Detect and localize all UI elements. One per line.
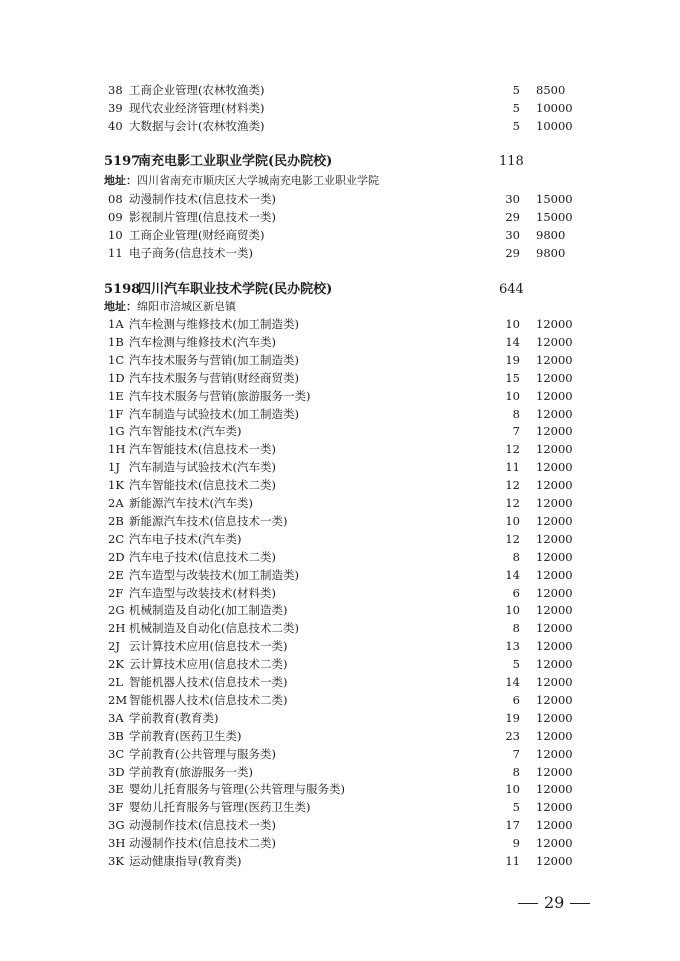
program-name: 汽车造型与改装技术(加工制造类) (129, 567, 299, 582)
tuition-fee: 12000 (536, 334, 573, 349)
program-name: 汽车技术服务与营销(旅游服务一类) (129, 388, 311, 403)
tuition-fee: 12000 (536, 603, 573, 618)
program-name: 学前教育(教育类) (129, 710, 219, 725)
table-row (0, 798, 680, 816)
program-name: 新能源汽车技术(汽车类) (129, 496, 253, 510)
table-row (0, 81, 680, 99)
table-row (0, 99, 680, 117)
program-code: 2J (108, 639, 120, 654)
table-row (0, 422, 680, 440)
enrollment-count: 8 (512, 621, 520, 636)
table-row (0, 494, 680, 512)
tuition-fee: 12000 (536, 549, 573, 564)
program-name: 机械制造及自动化(加工制造类) (129, 603, 288, 618)
program-code: 1H (108, 442, 126, 457)
program-code: 1C (108, 352, 125, 367)
program-name: 新能源汽车技术(信息技术一类) (129, 513, 288, 528)
enrollment-count: 5 (512, 657, 520, 672)
enrollment-count: 19 (505, 710, 520, 725)
program-name: 汽车智能技术(信息技术一类) (129, 442, 276, 457)
school-total: 644 (499, 282, 524, 297)
table-row (0, 226, 680, 244)
tuition-fee: 12000 (536, 692, 573, 707)
tuition-fee: 12000 (536, 352, 573, 367)
enrollment-count: 10 (505, 317, 520, 331)
enrollment-count: 7 (512, 424, 520, 439)
enrollment-count: 30 (505, 228, 520, 243)
tuition-fee: 12000 (536, 675, 573, 689)
tuition-fee: 12000 (536, 370, 573, 385)
tuition-fee: 12000 (536, 854, 573, 868)
program-code: 2D (108, 549, 125, 564)
tuition-fee: 12000 (536, 513, 573, 528)
table-row (0, 440, 680, 458)
program-code: 38 (108, 83, 123, 97)
tuition-fee: 12000 (536, 496, 573, 510)
program-name: 云计算技术应用(信息技术一类) (129, 639, 288, 654)
program-name: 汽车电子技术(汽车类) (129, 531, 242, 546)
tuition-fee: 12000 (536, 710, 573, 725)
table-row (0, 512, 680, 530)
table-row (0, 458, 680, 476)
program-name: 学前教育(旅游服务一类) (129, 764, 253, 779)
school-code: 5198 (104, 282, 141, 297)
tuition-fee: 12000 (536, 728, 573, 743)
enrollment-count: 12 (505, 442, 520, 457)
tuition-fee: 12000 (536, 782, 573, 797)
table-row (0, 315, 680, 333)
program-name: 婴幼儿托育服务与管理(医药卫生类) (129, 800, 311, 815)
program-name: 汽车造型与改装技术(材料类) (129, 585, 276, 600)
table-row (0, 566, 680, 584)
table-row (0, 244, 680, 262)
program-name: 汽车检测与维修技术(加工制造类) (129, 317, 299, 331)
tuition-fee: 12000 (536, 800, 573, 815)
page-number: 29 (544, 893, 565, 912)
program-code: 1A (108, 317, 124, 331)
program-code: 2L (108, 675, 123, 689)
enrollment-count: 11 (505, 854, 520, 868)
enrollment-count: 17 (505, 818, 520, 833)
program-code: 1D (108, 370, 125, 385)
tuition-fee: 12000 (536, 746, 573, 761)
tuition-fee: 12000 (536, 836, 573, 851)
enrollment-count: 5 (512, 83, 520, 97)
program-name: 工商企业管理(农林牧渔类) (129, 83, 265, 97)
table-row (0, 745, 680, 763)
program-code: 3D (108, 764, 125, 779)
enrollment-count: 12 (505, 496, 520, 510)
table-row (0, 476, 680, 494)
tuition-fee: 12000 (536, 657, 573, 672)
enrollment-count: 30 (505, 192, 520, 206)
table-row (0, 351, 680, 369)
program-name: 工商企业管理(财经商贸类) (129, 228, 265, 243)
table-row (0, 727, 680, 745)
program-code: 11 (108, 246, 123, 261)
program-code: 09 (108, 210, 123, 225)
tuition-fee: 12000 (536, 478, 573, 493)
tuition-fee: 9800 (536, 246, 566, 261)
enrollment-count: 23 (505, 728, 520, 743)
program-code: 1F (108, 406, 124, 421)
school-header (0, 279, 680, 301)
enrollment-count: 14 (505, 334, 520, 349)
tuition-fee: 15000 (536, 210, 573, 225)
program-code: 2C (108, 531, 125, 546)
enrollment-count: 29 (505, 210, 520, 225)
table-row (0, 333, 680, 351)
enrollment-count: 10 (505, 388, 520, 403)
table-row (0, 601, 680, 619)
enrollment-count: 19 (505, 352, 520, 367)
enrollment-count: 11 (505, 460, 520, 475)
program-name: 学前教育(医药卫生类) (129, 728, 242, 743)
tuition-fee: 12000 (536, 639, 573, 654)
program-code: 2K (108, 657, 124, 672)
tuition-fee: 10000 (536, 101, 573, 116)
program-code: 3A (108, 710, 124, 725)
program-name: 汽车技术服务与营销(财经商贸类) (129, 370, 299, 385)
enrollment-count: 10 (505, 513, 520, 528)
program-name: 运动健康指导(教育类) (129, 854, 242, 868)
program-code: 2E (108, 567, 124, 582)
school-address (104, 172, 379, 190)
address-text: 绵阳市涪城区新皂镇 (137, 300, 236, 313)
table-row (0, 780, 680, 798)
tuition-fee: 12000 (536, 764, 573, 779)
enrollment-count: 12 (505, 531, 520, 546)
table-row (0, 387, 680, 405)
table-row (0, 709, 680, 727)
program-code: 10 (108, 228, 123, 243)
table-row (0, 852, 680, 870)
school-name: 南充电影工业职业学院(民办院校) (138, 154, 333, 169)
program-name: 动漫制作技术(信息技术一类) (129, 192, 276, 206)
program-name: 学前教育(公共管理与服务类) (129, 746, 276, 761)
program-name: 智能机器人技术(信息技术一类) (129, 675, 288, 689)
program-name: 影视制片管理(信息技术一类) (129, 210, 276, 225)
table-row (0, 208, 680, 226)
program-name: 动漫制作技术(信息技术一类) (129, 818, 276, 833)
tuition-fee: 12000 (536, 388, 573, 403)
table-row (0, 584, 680, 602)
enrollment-count: 29 (505, 246, 520, 261)
table-row (0, 673, 680, 691)
program-name: 机械制造及自动化(信息技术二类) (129, 621, 299, 636)
program-name: 智能机器人技术(信息技术二类) (129, 692, 288, 707)
tuition-fee: 12000 (536, 406, 573, 421)
tuition-fee: 15000 (536, 192, 573, 206)
tuition-fee: 8500 (536, 83, 566, 97)
table-row (0, 655, 680, 673)
program-code: 40 (108, 119, 123, 134)
tuition-fee: 12000 (536, 531, 573, 546)
table-row (0, 190, 680, 208)
program-code: 1B (108, 334, 124, 349)
enrollment-count: 8 (512, 549, 520, 564)
school-total: 118 (499, 154, 524, 169)
program-name: 汽车制造与试验技术(加工制造类) (129, 406, 299, 421)
tuition-fee: 12000 (536, 317, 573, 331)
tuition-fee: 12000 (536, 424, 573, 439)
school-name: 四川汽车职业技术学院(民办院校) (138, 282, 333, 297)
program-name: 现代农业经济管理(材料类) (129, 101, 265, 116)
program-name: 电子商务(信息技术一类) (129, 246, 253, 261)
program-code: 39 (108, 101, 123, 116)
table-row (0, 637, 680, 655)
footer-dash-left (518, 903, 538, 904)
enrollment-count: 12 (505, 478, 520, 493)
program-code: 1K (108, 478, 124, 493)
tuition-fee: 12000 (536, 460, 573, 475)
table-row (0, 405, 680, 423)
table-row (0, 117, 680, 135)
program-code: 2F (108, 585, 124, 600)
program-name: 云计算技术应用(信息技术二类) (129, 657, 288, 672)
enrollment-count: 14 (505, 675, 520, 689)
enrollment-count: 14 (505, 567, 520, 582)
program-code: 3K (108, 854, 124, 868)
program-code: 3E (108, 782, 124, 797)
table-row (0, 619, 680, 637)
program-name: 婴幼儿托育服务与管理(公共管理与服务类) (129, 782, 345, 797)
enrollment-count: 5 (512, 800, 520, 815)
tuition-fee: 12000 (536, 567, 573, 582)
program-name: 汽车电子技术(信息技术二类) (129, 549, 276, 564)
tuition-fee: 10000 (536, 119, 573, 134)
program-code: 2A (108, 496, 124, 510)
program-code: 1E (108, 388, 124, 403)
enrollment-count: 10 (505, 603, 520, 618)
table-row (0, 816, 680, 834)
program-name: 汽车智能技术(汽车类) (129, 424, 242, 439)
program-code: 1G (108, 424, 125, 439)
enrollment-count: 8 (512, 406, 520, 421)
tuition-fee: 12000 (536, 621, 573, 636)
program-code: 3H (108, 836, 126, 851)
program-code: 2B (108, 513, 124, 528)
enrollment-count: 6 (512, 585, 520, 600)
enrollment-count: 5 (512, 119, 520, 134)
school-code: 5197 (104, 154, 141, 169)
school-header (0, 151, 680, 173)
program-code: 1J (108, 460, 120, 475)
program-code: 3C (108, 746, 125, 761)
table-row (0, 369, 680, 387)
address-label: 地址： (104, 174, 137, 187)
program-name: 汽车检测与维修技术(汽车类) (129, 334, 276, 349)
enrollment-count: 7 (512, 746, 520, 761)
program-name: 大数据与会计(农林牧渔类) (129, 119, 265, 134)
table-row (0, 548, 680, 566)
tuition-fee: 12000 (536, 818, 573, 833)
program-code: 3G (108, 818, 125, 833)
enrollment-count: 15 (505, 370, 520, 385)
enrollment-count: 13 (505, 639, 520, 654)
program-code: 2M (108, 692, 128, 707)
address-text: 四川省南充市顺庆区大学城南充电影工业职业学院 (137, 174, 379, 187)
page-footer (512, 893, 596, 912)
program-name: 汽车智能技术(信息技术二类) (129, 478, 276, 493)
program-name: 汽车制造与试验技术(汽车类) (129, 460, 276, 475)
program-code: 08 (108, 192, 123, 206)
tuition-fee: 9800 (536, 228, 566, 243)
tuition-fee: 12000 (536, 442, 573, 457)
table-row (0, 763, 680, 781)
enrollment-count: 9 (512, 836, 520, 851)
program-name: 汽车技术服务与营销(加工制造类) (129, 352, 299, 367)
enrollment-count: 5 (512, 101, 520, 116)
footer-dash-right (570, 903, 590, 904)
address-label: 地址： (104, 300, 137, 313)
enrollment-count: 6 (512, 692, 520, 707)
school-address (104, 298, 236, 316)
enrollment-count: 10 (505, 782, 520, 797)
program-code: 2H (108, 621, 126, 636)
tuition-fee: 12000 (536, 585, 573, 600)
table-row (0, 834, 680, 852)
program-code: 3F (108, 800, 124, 815)
enrollment-count: 8 (512, 764, 520, 779)
program-code: 3B (108, 728, 124, 743)
table-row (0, 530, 680, 548)
program-code: 2G (108, 603, 125, 618)
program-name: 动漫制作技术(信息技术二类) (129, 836, 276, 851)
table-row (0, 691, 680, 709)
